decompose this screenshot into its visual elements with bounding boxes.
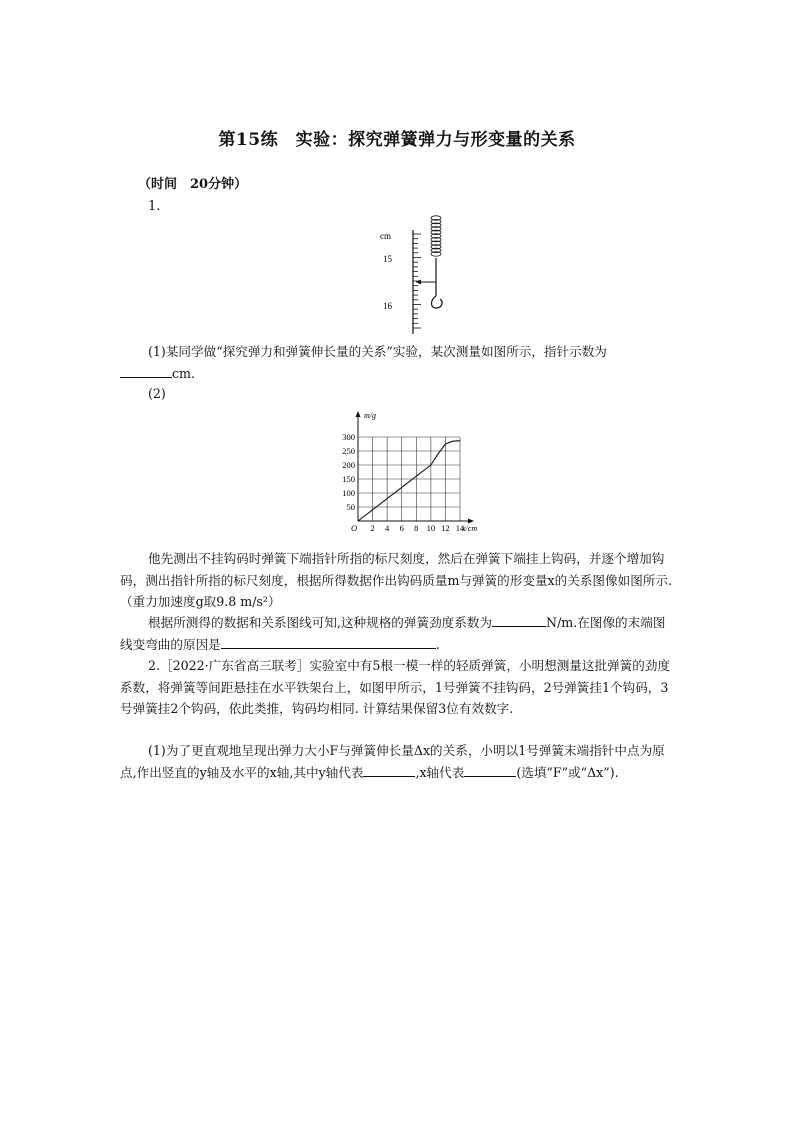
y-tick-label: 300: [342, 432, 355, 442]
series-line: [358, 441, 460, 521]
x-tick-label: 8: [414, 523, 419, 533]
time-limit: （时间 20分钟）: [138, 177, 248, 192]
x-axis-label: x/cm: [462, 524, 478, 533]
y-axis-label: m/g: [364, 411, 376, 420]
q1-question-text-2: N/m.在图像的末端图线变弯曲的原因是: [120, 615, 666, 652]
answer-blank-stiffness[interactable]: [492, 612, 546, 627]
origin-label: O: [351, 523, 358, 533]
q1-question-text-3: .: [435, 636, 440, 652]
question-1-number: 1.: [148, 199, 161, 214]
answer-blank-x-axis[interactable]: [464, 762, 516, 777]
x-tick-label: 10: [426, 523, 436, 533]
q1-part1-text: (1)某同学做“探究弹力和弹簧伸长量的关系”实验，某次测量如图所示，指针示数为: [148, 344, 607, 359]
q2-part1-text-b: ,x轴代表: [415, 764, 465, 780]
y-tick-label: 100: [342, 488, 355, 498]
ruler-label-15: 15: [383, 254, 392, 264]
q1-part2-label: (2): [148, 386, 166, 401]
q2-part1-paragraph: [120, 740, 675, 783]
q1-question-text-1: 根据所测得的数据和关系图线可知,这种规格的弹簧劲度系数为: [148, 615, 493, 630]
hook-icon: [432, 296, 443, 308]
x-tick-label: 4: [385, 523, 390, 533]
x-tick-label: 6: [399, 523, 404, 533]
x-tick-label: 14: [455, 523, 465, 533]
q1-part1-unit: cm.: [172, 366, 195, 381]
answer-blank-y-axis[interactable]: [363, 762, 415, 777]
x-tick-label: 2: [370, 523, 375, 533]
q2-part1-text-c: (选填“F”或“Δx”).: [516, 764, 619, 780]
mass-extension-chart: [328, 406, 488, 540]
x-tick-label: 12: [441, 523, 450, 533]
pointer-arrowhead: [416, 280, 421, 285]
y-tick-label: 250: [342, 446, 355, 456]
spring-coil: [431, 216, 441, 256]
y-axis-arrow: [356, 411, 361, 417]
q1-question-paragraph: [120, 612, 675, 655]
q2-intro-paragraph: 2.［2022·广东省高三联考］实验室中有5根一模一样的轻质弹簧，小明想测量这批弹簧的劲度系数，将弹簧等间距悬挂在水平铁架台上，如图甲所示，1号弹簧不挂钩码，2号弹簧挂1个钩码，3号弹簧挂2个钩码，依此类推，钩码均相同. 计算结果保留3位有效数字.: [120, 658, 671, 716]
y-tick-label: 50: [346, 502, 355, 512]
x-axis-arrow: [468, 519, 474, 524]
ruler-label-16: 16: [383, 301, 392, 311]
answer-blank-reason[interactable]: [221, 634, 436, 649]
y-tick-label: 200: [342, 460, 355, 470]
q1-procedure-paragraph: 他先测出不挂钩码时弹簧下端指针所指的标尺刻度，然后在弹簧下端挂上钩码，并逐个增加钩码，测出指针所指的标尺刻度，根据所得数据作出钩码质量m与弹簧的形变量x的关系图像如图所示.（重力加速度g取9.8 m/s²）: [120, 551, 672, 609]
y-tick-label: 150: [342, 474, 355, 484]
q1-part1-answer-line: [120, 363, 195, 385]
spring-ruler-figure: [370, 212, 460, 337]
answer-blank-reading[interactable]: [120, 363, 172, 378]
page-title: 第15练 实验：探究弹簧弹力与形变量的关系: [218, 130, 576, 150]
ruler-unit-label: cm: [380, 231, 391, 241]
q2-part1-text-a: (1)为了更直观地呈现出弹力大小F与弹簧伸长量Δx的关系，小明以1号弹簧末端指针中点为原点,作出竖直的y轴及水平的x轴,其中y轴代表: [120, 743, 665, 780]
